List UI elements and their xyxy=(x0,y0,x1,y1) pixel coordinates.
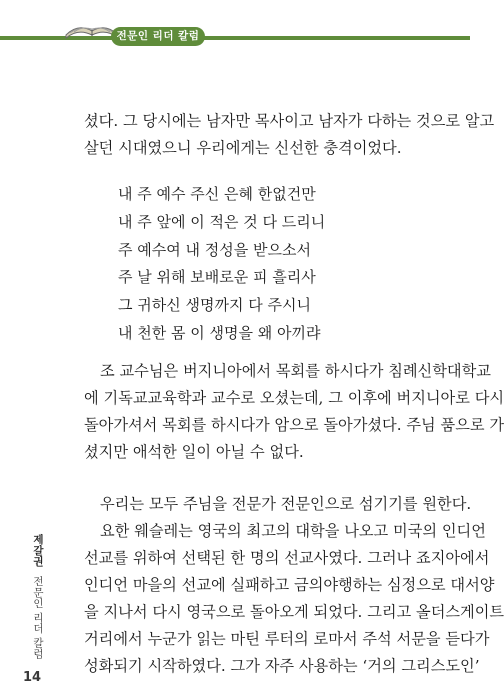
poem-line: 주 예수여 내 정성을 받으소서 xyxy=(118,240,311,259)
paragraph-2 xyxy=(84,358,504,466)
poem-line: 내 주 앞에 이 적은 것 다 드리니 xyxy=(118,212,326,231)
text-line: 돌아가셔서 목회를 하시다가 암으로 돌아가셨다. 주님 품으로 가 xyxy=(84,416,504,434)
poem-line: 주 날 위해 보배로운 피 흘리사 xyxy=(118,268,316,287)
poem-line: 그 귀하신 생명까지 다 주시니 xyxy=(118,296,311,315)
text-line: 셨다. 그 당시에는 남자만 목사이고 남자가 다하는 것으로 알고 xyxy=(84,112,495,130)
text-line: 인디언 마을의 선교에 실패하고 금의야행하는 심정으로 대서양 xyxy=(84,576,495,594)
hymn-verse xyxy=(118,181,438,348)
footer-author: 제갈권 xyxy=(32,534,44,567)
paragraph-3 xyxy=(84,491,504,680)
text-line: 을 지나서 다시 영국으로 돌아오게 되었다. 그리고 올더스게이트 xyxy=(84,603,504,621)
text-line: 살던 시대였으니 우리에게는 신선한 충격이었다. xyxy=(84,139,402,157)
running-footer xyxy=(28,534,46,684)
poem-line: 내 주 예수 주신 은혜 한없건만 xyxy=(118,185,316,203)
text-line: 조 교수님은 버지니아에서 목회를 하시다가 침례신학대학교 xyxy=(100,362,491,380)
poem-line: 내 천한 몸 이 생명을 왜 아끼랴 xyxy=(118,323,321,342)
page-number: 14 xyxy=(23,670,42,685)
text-line: 성화되기 시작하였다. 그가 자주 사용하는 ‘거의 그리스도인’ xyxy=(84,657,480,675)
text-line: 에 기독교교육학과 교수로 오셨는데, 그 이후에 버지니아로 다시 xyxy=(84,389,504,407)
paragraph-1 xyxy=(84,108,495,162)
text-line: 셨지만 애석한 일이 아닐 수 없다. xyxy=(84,443,304,461)
text-line: 요한 웨슬레는 영국의 최고의 대학을 나오고 미국의 인디언 xyxy=(100,522,486,540)
text-line: 선교를 위하여 선택된 한 명의 선교사였다. 그러나 죠지아에서 xyxy=(84,549,490,567)
column-title-badge: 전문인 리더 칼럼 xyxy=(111,27,205,46)
text-line: 거리에서 누군가 읽는 마틴 루터의 로마서 주석 서문을 듣다가 xyxy=(84,630,490,648)
footer-book-title: 전문인 리더 칼럼 xyxy=(32,576,44,659)
text-line: 우리는 모두 주님을 전문가 전문인으로 섬기기를 원한다. xyxy=(100,495,472,513)
